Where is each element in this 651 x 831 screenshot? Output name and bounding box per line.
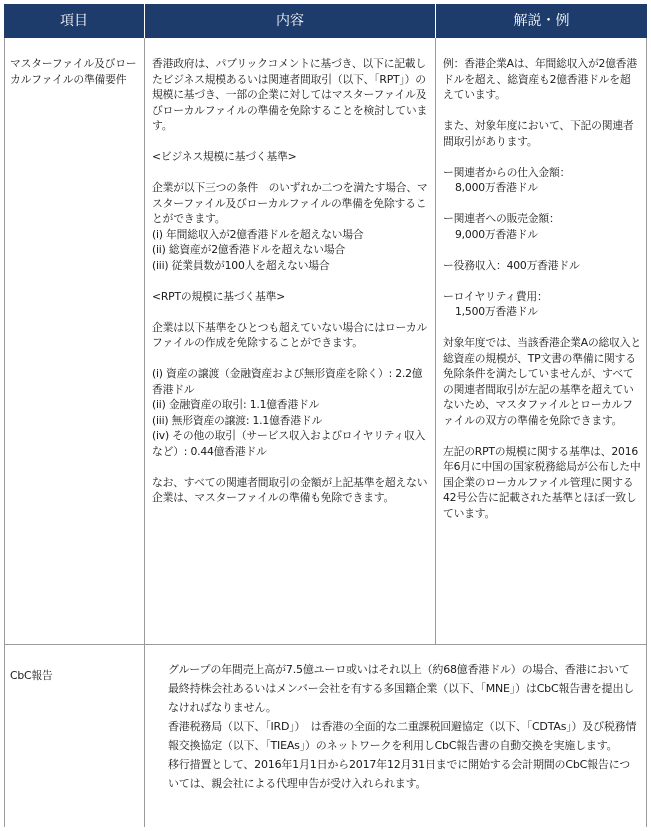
cbc-paragraph: 移行措置として、2016年1月1日から2017年12月31日までに開始する会計期間のCbC報告については、親会社による代理申告が受け入れられます。 — [168, 758, 631, 790]
example-note: 左記のRPTの規模に関する基準は、2016年6月に中国の国家税務総局が公布した中国企業のローカルファイル管理に関する42号公告に記載された基準とほぼ一致しています。 — [443, 444, 641, 520]
border-right — [646, 38, 647, 827]
example-intro: 例：香港企業Aは、年間総収入が2億香港ドルを超え、総資産も2億香港ドルを超えています。 — [443, 57, 638, 101]
border-left — [4, 38, 5, 827]
row1-item-label: マスターファイル及びローカルファイルの準備要件 — [10, 57, 137, 86]
row2-item-label: CbC報告 — [10, 669, 53, 682]
rpt-item: (iv) その他の取引（サービス収入およびロイヤリティ収入など）: 0.44億香港ドル — [152, 429, 426, 458]
content-closing: なお、すべての関連者間取引の金額が上記基準を超えない企業は、マスターファイルの準備も免除できます。 — [152, 475, 428, 504]
biz-text: 企業が以下三つの条件 のいずれか二つを満たす場合、マスターファイル及びローカルファイルの準備を免除することができます。 — [152, 181, 428, 225]
example-analysis: 対象年度では、当該香港企業Aの総収入と総資産の規模が、TP文書の準備に関する免除条件を満たしていませんが、すべての関連者間取引が左記の基準を超えていないため、マスタファイルとローカルファイルの双方の準備を免除できます。 — [443, 336, 641, 427]
header-item: 項目 — [4, 4, 144, 38]
example-item-label: ーロイヤリティ費用： — [443, 289, 548, 303]
example-item-value: 9,000万香港ドル — [455, 227, 538, 241]
cbc-paragraph: 香港税務局（以下、「IRD」） は香港の全面的な二重課税回避協定（以下、「CDTAs」）及び税務情報交換協定（以下、「TIEAs」）のネットワークを利用しCbC報告書の自動交換を実施します。 — [168, 720, 637, 752]
rpt-item: (i) 資産の譲渡（金融資産および無形資産を除く）: 2.2億香港ドル — [152, 367, 423, 396]
header-content: 内容 — [145, 4, 435, 38]
row-divider — [4, 644, 647, 645]
biz-item: (iii) 従業員数が100人を超えない場合 — [152, 258, 330, 272]
rpt-item: (iii) 無形資産の譲渡: 1.1億香港ドル — [152, 413, 323, 427]
row2-content — [168, 660, 638, 793]
header-example: 解説・例 — [436, 4, 647, 38]
requirements-table — [4, 4, 647, 827]
example-item-label: ー関連者からの仕入金額： — [443, 165, 571, 179]
biz-item: (i) 年間総収入が2億香港ドルを超えない場合 — [152, 227, 364, 241]
row1-example — [443, 56, 641, 521]
example-item-label: ー役務収入：400万香港ドル — [443, 258, 580, 272]
border-col1 — [144, 38, 145, 827]
cbc-paragraph: グループの年間売上高が7.5億ユーロ或いはそれ以上（約68億香港ドル）の場合、香港において最終持株会社あるいはメンバー会社を有する多国籍企業（以下、「MNE」）はCbC報告書を提出しなければなりません。 — [168, 663, 635, 714]
rpt-heading: <RPTの規模に基づく基準> — [152, 289, 286, 303]
border-col2 — [435, 38, 436, 644]
content-intro: 香港政府は、パブリックコメントに基づき、以下に記載したビジネス規模あるいは関連者間取引（以下、「RPT」）の規模に基づき、一部の企業に対してはマスターファイル及びローカルファイルの準備を免除することを検討しています。 — [152, 57, 428, 132]
example-item-value: 1,500万香港ドル — [455, 305, 538, 318]
example-item-label: ー関連者への販売金額： — [443, 212, 560, 225]
example-item-value: 8,000万香港ドル — [455, 181, 538, 194]
rpt-text: 企業は以下基準をひとつも超えていない場合にはローカルファイルの作成を免除することができます。 — [152, 320, 428, 349]
rpt-item: (ii) 金融資産の取引: 1.1億香港ドル — [152, 398, 320, 411]
row1-content — [152, 56, 430, 506]
biz-heading: <ビジネス規模に基づく基準> — [152, 150, 297, 163]
biz-item: (ii) 総資産が2億香港ドルを超えない場合 — [152, 243, 346, 256]
example-lead: また、対象年度において、下記の関連者間取引があります。 — [443, 119, 634, 148]
